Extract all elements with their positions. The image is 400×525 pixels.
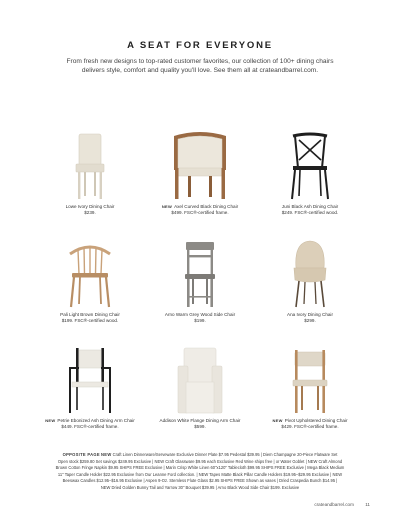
new-badge: NEW xyxy=(101,452,112,457)
credits-line xyxy=(30,452,370,459)
product-price: $239. xyxy=(84,210,96,215)
product-item[interactable] xyxy=(145,238,255,324)
product-item[interactable] xyxy=(255,130,365,216)
product-name: Arno Warm Grey Wood Side Chair xyxy=(164,312,236,317)
product-item[interactable] xyxy=(255,238,365,324)
product-name: Petrie Ebonized Ash Dining Arm Chair xyxy=(57,418,135,423)
arno-grey-chair-image xyxy=(145,238,255,308)
new-badge: NEW xyxy=(272,418,283,423)
new-badge: NEW xyxy=(161,204,173,209)
product-name: Pali Light Brown Dining Chair xyxy=(60,312,120,317)
product-price: $599. xyxy=(194,424,206,429)
product-price: $499. FSC®-certified frame. xyxy=(171,210,229,215)
axel-curved-chair-image xyxy=(145,130,255,200)
intro-paragraph: From fresh new designs to top-rated customer favorites, our collection of 100+ dining chairs delivers style, comfort and quality you'll love. See them all at crateandbarrel.com. xyxy=(66,58,334,74)
juni-black-chair-image xyxy=(255,130,365,200)
website-link[interactable]: crateandbarrel.com xyxy=(314,502,354,507)
credits-line: Brown Cotton Fringe Napkin $9.95 SHIPS FREE Exclusive | Marin Crisp White Linen 60"x120" Tablecloth $99.95 SHIPS FREE Exclusive | Mega Black Medium xyxy=(55,465,345,471)
credits-line: NEW Dried Golden Bunny Tail and Yarrow 30" Bouquet $39.95 | Arno Black Wood Side Chair $199. Exclusive xyxy=(100,484,300,490)
product-price: $299. xyxy=(304,318,316,323)
product-price: $449. FSC®-certified frame. xyxy=(61,424,119,429)
product-item[interactable] xyxy=(145,130,255,216)
lowe-ivory-chair-image xyxy=(35,130,145,200)
credits-line: Open stock $259.80 Set savings $249.95 Exclusive | NEW Craft Glassware $9.95 each Exclusive Red Wine ships free | or Water Goblet | NEW Craft Almond xyxy=(57,458,343,464)
product-name: Lowe Ivory Dining Chair xyxy=(65,204,115,209)
product-item[interactable] xyxy=(35,344,145,430)
pivot-upholstered-chair-image xyxy=(255,344,365,414)
page-number: 11 xyxy=(365,502,370,507)
credits-text: Craft Linen Dinnerware/Serveware Exclusive Dinner Plate $7.95 Pedestal $39.95 | Diem Champagne 20-Piece Flatware Set xyxy=(112,452,338,457)
product-price: $199. xyxy=(194,318,206,323)
product-item[interactable] xyxy=(255,344,365,430)
product-name: Addison White Flange Dining Arm Chair xyxy=(159,418,241,423)
product-item[interactable] xyxy=(145,344,255,430)
product-item[interactable] xyxy=(35,238,145,324)
product-name: Axel Curved Black Dining Chair xyxy=(174,204,239,209)
product-item[interactable] xyxy=(35,130,145,216)
new-badge: NEW xyxy=(45,418,56,423)
product-name: Ana Ivory Dining Chair xyxy=(287,312,333,317)
page-headline: A SEAT FOR EVERYONE xyxy=(127,40,273,51)
product-credits xyxy=(30,452,370,492)
page-footer xyxy=(304,502,370,507)
product-name: Pivot Upholstered Dining Chair xyxy=(284,418,348,423)
product-price: $199. FSC®-certified wood. xyxy=(61,318,119,323)
credits-line: 11" Taper Candle Holder $22.95 Exclusive from Our Leanne Ford collection. | NEW Tapes Matte Black Pillar Candle Holders $19.95–$29.95 Exclusive | NEW xyxy=(57,471,343,477)
product-price: $249. FSC®-certified wood. xyxy=(281,210,339,215)
credits-label: OPPOSITE PAGE xyxy=(62,452,100,457)
pali-brown-chair-image xyxy=(35,238,145,308)
product-name: Juni Black Ash Dining Chair xyxy=(281,204,339,209)
addison-white-chair-image xyxy=(145,344,255,414)
petrie-ebonized-chair-image xyxy=(35,344,145,414)
ana-ivory-chair-image xyxy=(255,238,365,308)
credits-line: Beeswax Candles $12.95–$16.95 Exclusive | Aspen 9-Oz. Stemless Flute Glass $2.95 SHIPS FREE Shown as vases | Dried Craspedia Bunch $14.95 | xyxy=(62,478,338,484)
product-price: $429. FSC®-certified frame. xyxy=(281,424,339,429)
